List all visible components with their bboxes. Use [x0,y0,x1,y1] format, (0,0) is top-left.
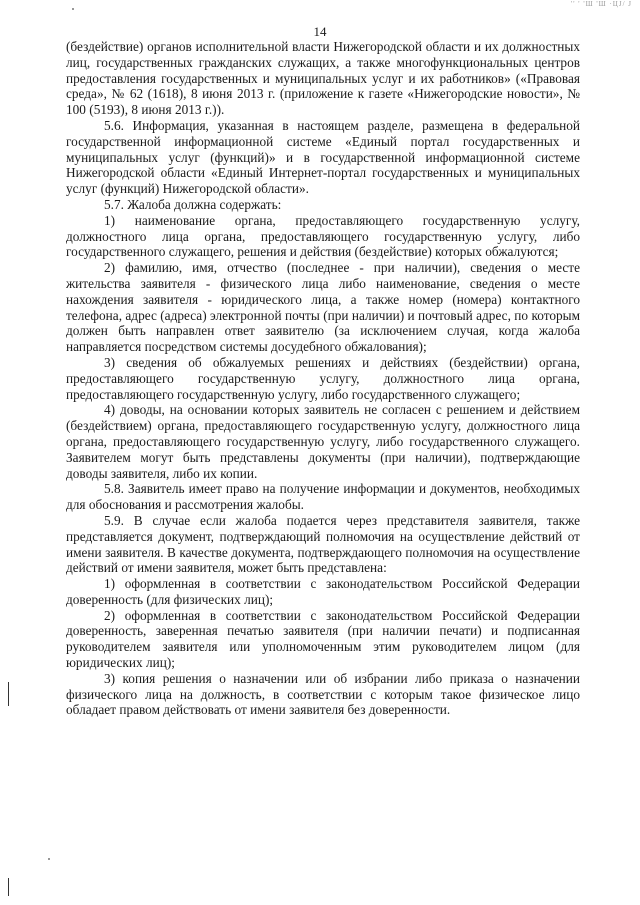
paragraph-5-9: 5.9. В случае если жалоба подается через представителя заявителя, также представляется документ, подтверждающий полномочия на осуществление действий от имени заявителя. В качестве документа, подтверждающего полномочия на осуществление действий от имени заявителя, может быть представлена: [66,512,580,576]
list-item-4: 4) доводы, на основании которых заявитель не согласен с решением и действием (бездействием) органа, предоставляющего государственную услугу, должностного лица органа, предоставляющего государственную услугу, либо государственного служащего. Заявителем могут быть представлены документы (при наличии), подтверждающие доводы заявителя, либо их копии. [66,402,580,481]
scan-speck [72,8,74,10]
margin-line [8,878,9,896]
paragraph-continuation: (бездействие) органов исполнительной власти Нижегородской области и их должностных лиц, государственных гражданских служащих, а также многофункциональных центров предоставления государственных и муниципальных услуг и их работников» («Правовая среда», № 62 (1618), 8 июня 2013 г. (приложение к газете «Нижегородские новости», № 100 (5193), 8 июня 2013 г.)). [66,39,580,118]
document-body [66,39,580,718]
list-item-doc-2: 2) оформленная в соответствии с законодательством Российской Федерации доверенность, заверенная печатью заявителя (при наличии печати) и подписанная руководителем заявителя или уполномоченным этим руководителем лицом (для юридических лиц); [66,607,580,671]
margin-line [8,682,9,706]
list-item-doc-3: 3) копия решения о назначении или об избрании либо приказа о назначении физического лица на должность, в соответствии с которым такое физическое лицо обладает правом действовать от имени заявителя без доверенности. [66,670,580,718]
list-item-doc-1: 1) оформленная в соответствии с законодательством Российской Федерации доверенность (для физических лиц); [66,576,580,607]
paragraph-5-7: 5.7. Жалоба должна содержать: [104,196,282,212]
list-item-3: 3) сведения об обжалуемых решениях и действиях (бездействии) органа, предоставляющего государственную услугу, должностного лица органа, предоставляющего государственную услугу, либо государственного служащего; [66,354,580,402]
paragraph-5-8: 5.8. Заявитель имеет право на получение информации и документов, необходимых для обоснования и рассмотрения жалобы. [66,481,580,513]
scan-corner-mark: '' ' 'Ш 'Ш ·ЦЈ/ Ј [571,0,632,8]
list-item-1: 1) наименование органа, предоставляющего государственную услугу, должностного лица органа, предоставляющего государственную услугу, либо государственного служащего, решения и действия (бездействие) которых обжалуются; [66,212,580,260]
page-number: 14 [313,24,327,39]
scan-speck [48,858,50,860]
paragraph-5-6: 5.6. Информация, указанная в настоящем разделе, размещена в федеральной государственной информационной системе «Единый портал государственных и муниципальных услуг (функций)» и в государственной информационной системе Нижегородской области «Единый Интернет-портал государственных и муниципальных услуг (функций) Нижегородской области». [66,117,580,197]
list-item-2: 2) фамилию, имя, отчество (последнее - при наличии), сведения о месте жительства заявителя - физического лица либо наименование, сведения о месте нахождения заявителя - юридического лица, а также номер (номера) контактного телефона, адрес (адреса) электронной почты (при наличии) и почтовый адрес, по которым должен быть направлен ответ заявителю (за исключением случая, когда жалоба направляется посредством системы досудебного обжалования); [66,260,580,355]
